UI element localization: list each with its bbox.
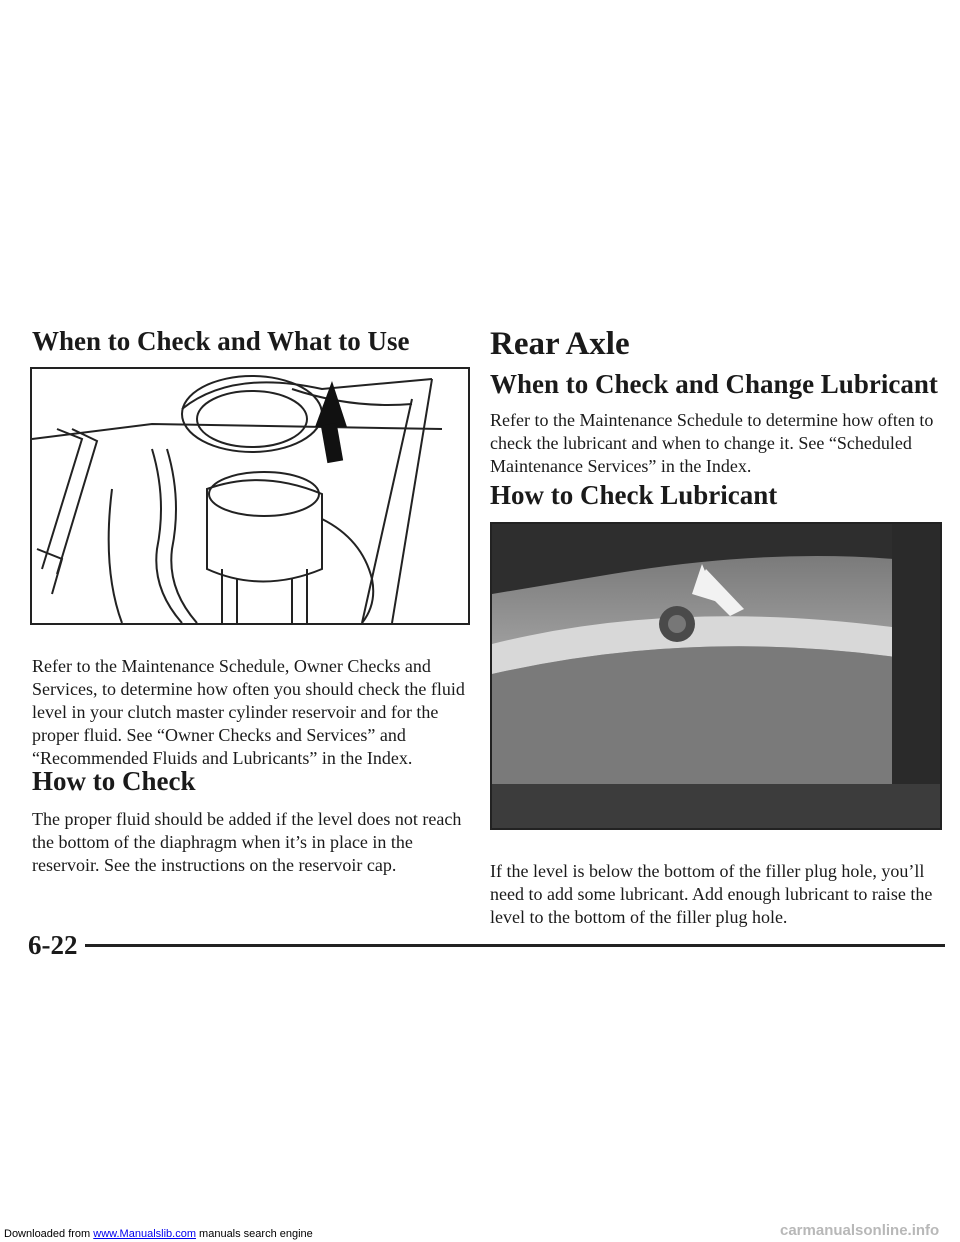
footer-prefix: Downloaded from <box>4 1228 91 1240</box>
paragraph-proper-fluid: The proper fluid should be added if the level does not reach the bottom of the diaphragm when it’s in place in the reservoir. See the instructions on the reservoir cap. <box>32 809 462 875</box>
rear-axle-photo <box>490 522 942 830</box>
paragraph-lubricant-schedule: Refer to the Maintenance Schedule to determine how often to check the lubricant and when to change it. See “Scheduled Maintenance Services” in the Index. <box>490 410 934 476</box>
page-rule-divider <box>85 944 945 947</box>
reservoir-line-drawing <box>32 369 468 623</box>
page-title-rear-axle: Rear Axle <box>490 326 630 362</box>
paragraph-add-lubricant: If the level is below the bottom of the filler plug hole, you’ll need to add some lubricant. Add enough lubricant to raise the level to the bottom of the filler plug hole. <box>490 861 933 927</box>
page-number: 6-22 <box>28 930 78 960</box>
axle-housing-image <box>492 524 940 828</box>
manualslib-link[interactable]: www.Manualslib.com <box>93 1228 196 1240</box>
download-footer <box>4 1228 313 1240</box>
clutch-reservoir-illustration <box>30 367 470 625</box>
section-heading-check-change-lubricant: When to Check and Change Lubricant <box>490 369 938 399</box>
watermark-text: carmanualsonline.info <box>780 1222 940 1239</box>
section-heading-how-to-check-lubricant: How to Check Lubricant <box>490 480 778 510</box>
footer-suffix: manuals search engine <box>199 1228 313 1240</box>
paragraph-maintenance-schedule: Refer to the Maintenance Schedule, Owner Checks and Services, to determine how often you should check the fluid level in your clutch master cylinder reservoir and for the proper fluid. See “Owner Checks and Services” and “Recommended Fluids and Lubricants” in the Index. <box>32 656 465 768</box>
pointer-arrow-icon <box>315 381 347 463</box>
section-heading-how-to-check: How to Check <box>32 766 196 796</box>
section-heading-when-to-check: When to Check and What to Use <box>32 326 410 356</box>
